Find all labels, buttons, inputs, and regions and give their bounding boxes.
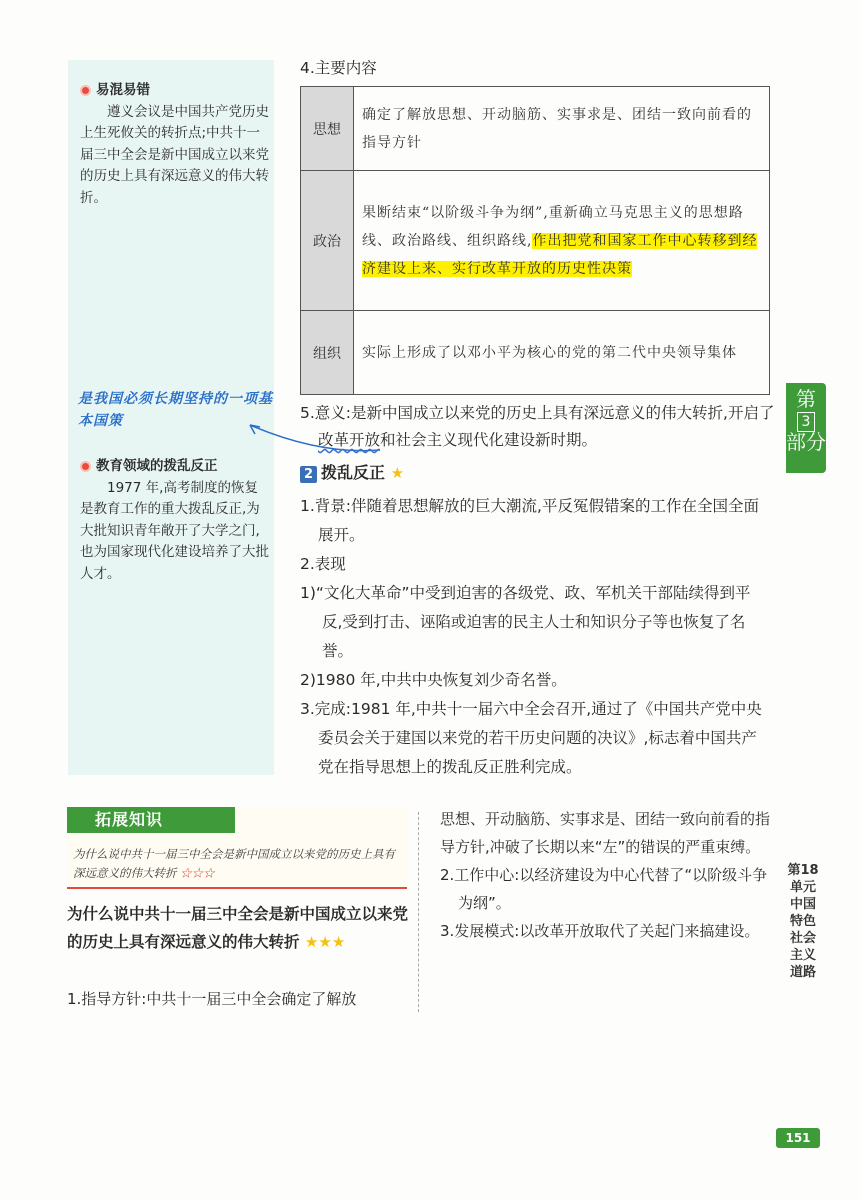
table-row [301, 171, 770, 311]
extension-point-3: 3.发展模式:以改革开放取代了关起门来搞建设。 [440, 922, 760, 940]
section-heading: 4.主要内容 [300, 59, 377, 77]
table-cell: 实际上形成了以邓小平为核心的党的第二代中央领导集体 [354, 311, 770, 395]
sidebar-block-title: 易混易错 [80, 80, 270, 102]
part-number-badge: 2 [300, 466, 317, 483]
sidebar-block-title: 教育领域的拨乱反正 [80, 456, 270, 478]
star-icon: ★ [390, 464, 405, 482]
star-icon: ☆☆☆ [180, 866, 215, 880]
sidebar-block-education [80, 456, 270, 585]
table-row [301, 311, 770, 395]
handwritten-note: 是我国必须长期坚持的一项基本国策 [78, 391, 273, 429]
sidebar-block-text: 1977 年,高考制度的恢复是教育工作的重大拨乱反正,为大批知识青年敞开了大学之门,也为国家现代化建设培养了大批人才。 [80, 479, 269, 582]
list-item: 1.背景:伴随着思想解放的巨大潮流,平反冤假错案的工作在全国全面展开。 [300, 497, 759, 544]
star-icon: ★★★ [304, 933, 346, 951]
bullet-dot-icon [80, 85, 91, 96]
column-divider [418, 812, 419, 1012]
extension-right-column [440, 805, 775, 945]
underlined-text: 改革开放 [318, 431, 381, 449]
table-category: 政治 [301, 171, 354, 311]
sidebar-block-error-prone [80, 80, 270, 209]
bullet-dot-icon [80, 461, 91, 472]
extension-point-1-right: 思想、开动脑筋、实事求是、团结一致向前看的指导方针,冲破了长期以来“左”的错误的严重束缚。 [440, 810, 771, 856]
list-item: 1)“文化大革命”中受到迫害的各级党、政、军机关干部陆续得到平反,受到打击、诬陷或迫害的民主人士和知识分子等也恢复了名誉。 [300, 584, 751, 660]
table-cell: 确定了解放思想、开动脑筋、实事求是、团结一致向前看的指导方针 [354, 87, 770, 171]
part-number: 3 [797, 412, 815, 432]
table-category: 组织 [301, 311, 354, 395]
table-row [301, 87, 770, 171]
extension-title: 拓展知识 [67, 807, 235, 833]
part-heading: 2 拨乱反正 ★ [300, 460, 770, 486]
unit-label: 第18单元 中国特色社会主义道路 [787, 863, 819, 980]
part-body [300, 492, 770, 782]
content-table [300, 86, 770, 395]
list-item: 3.完成:1981 年,中共十一届六中全会召开,通过了《中国共产党中央委员会关于建国以来党的若干历史问题的决议》,标志着中国共产党在指导思想上的拨乱反正胜利完成。 [300, 700, 762, 776]
page-number: 151 [776, 1128, 820, 1148]
extension-point-1-left: 1.指导方针:中共十一届三中全会确定了解放 [67, 990, 357, 1008]
part-tab: 第 3 部分 [786, 383, 826, 473]
significance-paragraph: 5.意义:是新中国成立以来党的历史上具有深远意义的伟大转折,开启了改革开放和社会主义现代化建设新时期。 [300, 404, 775, 449]
extension-question: 为什么说中共十一届三中全会是新中国成立以来党的历史上具有深远意义的伟大转折 ★★★ [67, 905, 409, 951]
sidebar-block-text: 遵义会议是中国共产党历史上生死攸关的转折点;中共十一届三中全会是新中国成立以来党的历史上具有深远意义的伟大转折。 [80, 103, 269, 206]
table-cell: 果断结束“以阶级斗争为纲”,重新确立马克思主义的思想路线、政治路线、组织路线,作出把党和国家工作中心转移到经济建设上来、实行改革开放的历史性决策 [354, 171, 770, 311]
list-item: 2)1980 年,中共中央恢复刘少奇名誉。 [300, 671, 567, 689]
list-item: 2.表现 [300, 555, 346, 573]
extension-point-2: 2.工作中心:以经济建设为中心代替了“以阶级斗争为纲”。 [440, 866, 768, 912]
table-category: 思想 [301, 87, 354, 171]
extension-box [67, 807, 407, 889]
handwritten-question: 为什么说中共十一届三中全会是新中国成立以来党的历史上具有深远意义的伟大转折 ☆☆☆ [73, 847, 395, 880]
highlighted-text: 作出把党和国家工作中心转移到经济建设上来、实行改革开放的历史性决策 [362, 232, 758, 277]
